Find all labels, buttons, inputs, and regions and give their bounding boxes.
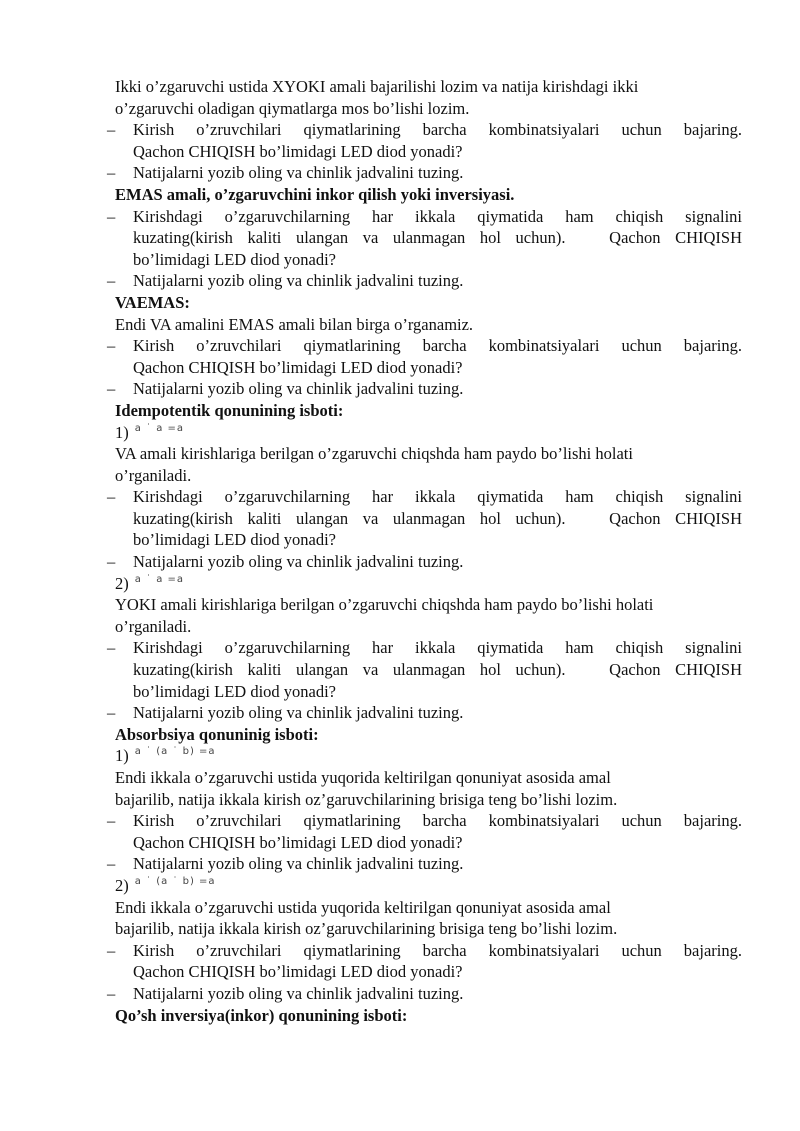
bullet-dash: – (107, 336, 116, 356)
list-item-text: Kirish o’zruvchilari qiymatlarining barcha kombinatsiyalari uchun bajaring. (133, 120, 742, 140)
paragraph: Endi ikkala o’zgaruvchi ustida yuqorida keltirilgan qonuniyat asosida amal (115, 897, 611, 917)
formula-number: 1) (115, 746, 129, 766)
list-item-text: Natijalarni yozib oling va chinlik jadvalini tuzing. (133, 379, 464, 399)
list-item-text: Kirish o’zruvchilari qiymatlarining barcha kombinatsiyalari uchun bajaring. (133, 940, 742, 960)
bullet-dash: – (107, 379, 116, 399)
bullet-dash: – (107, 940, 116, 960)
list-item-text: Natijalarni yozib oling va chinlik jadvalini tuzing. (133, 983, 464, 1003)
list-item (107, 702, 742, 724)
list-item-text: kuzating(kirish kaliti ulangan va ulanmagan hol uchun). Qachon CHIQISH (133, 228, 742, 248)
section-heading: Absorbsiya qonuninig isboti: (115, 724, 319, 744)
list-item-text: bo’limidagi LED diod yonadi? (133, 681, 337, 701)
formula-line (115, 422, 742, 444)
section-heading: Qo’sh inversiya(inkor) qonunining isboti: (115, 1005, 408, 1025)
bullet-dash: – (107, 703, 116, 723)
paragraph: Ikki o’zgaruvchi ustida XYOKI amali bajarilishi lozim va natija kirishdagi ikki (115, 77, 639, 96)
bullet-dash: – (107, 206, 116, 226)
list-item-text: Qachon CHIQISH bo’limidagi LED diod yonadi? (133, 832, 463, 852)
bullet-dash: – (107, 811, 116, 831)
list-item-text: kuzating(kirish kaliti ulangan va ulanmagan hol uchun). Qachon CHIQISH (133, 660, 742, 680)
formula-number: 2) (115, 573, 129, 593)
list-item (107, 119, 742, 162)
section-heading: Idempotentik qonunining isboti: (115, 400, 344, 420)
list-item-text: Kirishdagi o’zgaruvchilarning har ikkala qiymatida ham chiqish signalini (133, 638, 742, 658)
list-item (107, 270, 742, 292)
list-item-text: Natijalarni yozib oling va chinlik jadvalini tuzing. (133, 552, 464, 572)
bullet-dash: – (107, 163, 116, 183)
list-item (107, 810, 742, 853)
bullet-dash: – (107, 271, 116, 291)
list-item-text: Kirishdagi o’zgaruvchilarning har ikkala qiymatida ham chiqish signalini (133, 487, 742, 507)
paragraph: o’zgaruvchi oladigan qiymatlarga mos bo’lishi lozim. (115, 98, 470, 118)
list-item-text: bo’limidagi LED diod yonadi? (133, 530, 337, 550)
formula: a ˙ a =a (134, 422, 185, 434)
paragraph: o’rganiladi. (115, 616, 192, 636)
paragraph: Endi VA amalini EMAS amali bilan birga o’rganamiz. (115, 314, 474, 334)
paragraph: bajarilib, natija ikkala kirish oz’garuvchilarining brisiga teng bo’lishi lozim. (115, 919, 618, 939)
list-item-text: Qachon CHIQISH bo’limidagi LED diod yonadi? (133, 141, 463, 161)
list-item (107, 162, 742, 184)
list-item-text: Natijalarni yozib oling va chinlik jadvalini tuzing. (133, 163, 464, 183)
formula: a ˙ (a ˙ b) =a (134, 875, 216, 887)
list-item-text: Qachon CHIQISH bo’limidagi LED diod yonadi? (133, 962, 463, 982)
list-item (107, 551, 742, 573)
list-item-text: bo’limidagi LED diod yonadi? (133, 249, 337, 269)
paragraph: o’rganiladi. (115, 465, 192, 485)
list-item-text: Natijalarni yozib oling va chinlik jadvalini tuzing. (133, 854, 464, 874)
list-item-text: Kirish o’zruvchilari qiymatlarining barcha kombinatsiyalari uchun bajaring. (133, 811, 742, 831)
bullet-dash: – (107, 487, 116, 507)
list-item (107, 378, 742, 400)
formula: a ˙ (a ˙ b) =a (134, 746, 216, 758)
list-item-text: Kirish o’zruvchilari qiymatlarining barcha kombinatsiyalari uchun bajaring. (133, 336, 742, 356)
list-item-text: Natijalarni yozib oling va chinlik jadvalini tuzing. (133, 703, 464, 723)
list-item (107, 335, 742, 378)
formula-line (115, 875, 742, 897)
bullet-dash: – (107, 552, 116, 572)
list-item (107, 486, 742, 551)
bullet-dash: – (107, 854, 116, 874)
formula-line (115, 573, 742, 595)
list-item-text: Kirishdagi o’zgaruvchilarning har ikkala qiymatida ham chiqish signalini (133, 206, 742, 226)
paragraph: VA amali kirishlariga berilgan o’zgaruvchi chiqshda ham paydo bo’lishi holati (115, 444, 633, 464)
list-item (107, 940, 742, 983)
list-item (107, 853, 742, 875)
paragraph: bajarilib, natija ikkala kirish oz’garuvchilarining brisiga teng bo’lishi lozim. (115, 789, 618, 809)
list-item (107, 637, 742, 702)
formula-number: 2) (115, 875, 129, 895)
list-item-text: Qachon CHIQISH bo’limidagi LED diod yonadi? (133, 357, 463, 377)
paragraph: YOKI amali kirishlariga berilgan o’zgaruvchi chiqshda ham paydo bo’lishi holati (115, 595, 654, 615)
list-item-text: kuzating(kirish kaliti ulangan va ulanmagan hol uchun). Qachon CHIQISH (133, 508, 742, 528)
formula: a ˙ a =a (134, 573, 185, 585)
formula-number: 1) (115, 422, 129, 442)
section-heading: VAEMAS: (115, 292, 190, 312)
section-heading: EMAS amali, o’zgaruvchini inkor qilish yoki inversiyasi. (115, 184, 515, 204)
bullet-dash: – (107, 983, 116, 1003)
document-body (107, 76, 742, 1026)
bullet-dash: – (107, 120, 116, 140)
paragraph: Endi ikkala o’zgaruvchi ustida yuqorida keltirilgan qonuniyat asosida amal (115, 768, 611, 787)
list-item (107, 983, 742, 1005)
bullet-dash: – (107, 638, 116, 658)
list-item-text: Natijalarni yozib oling va chinlik jadvalini tuzing. (133, 271, 464, 291)
formula-line (115, 745, 742, 767)
list-item (107, 206, 742, 271)
